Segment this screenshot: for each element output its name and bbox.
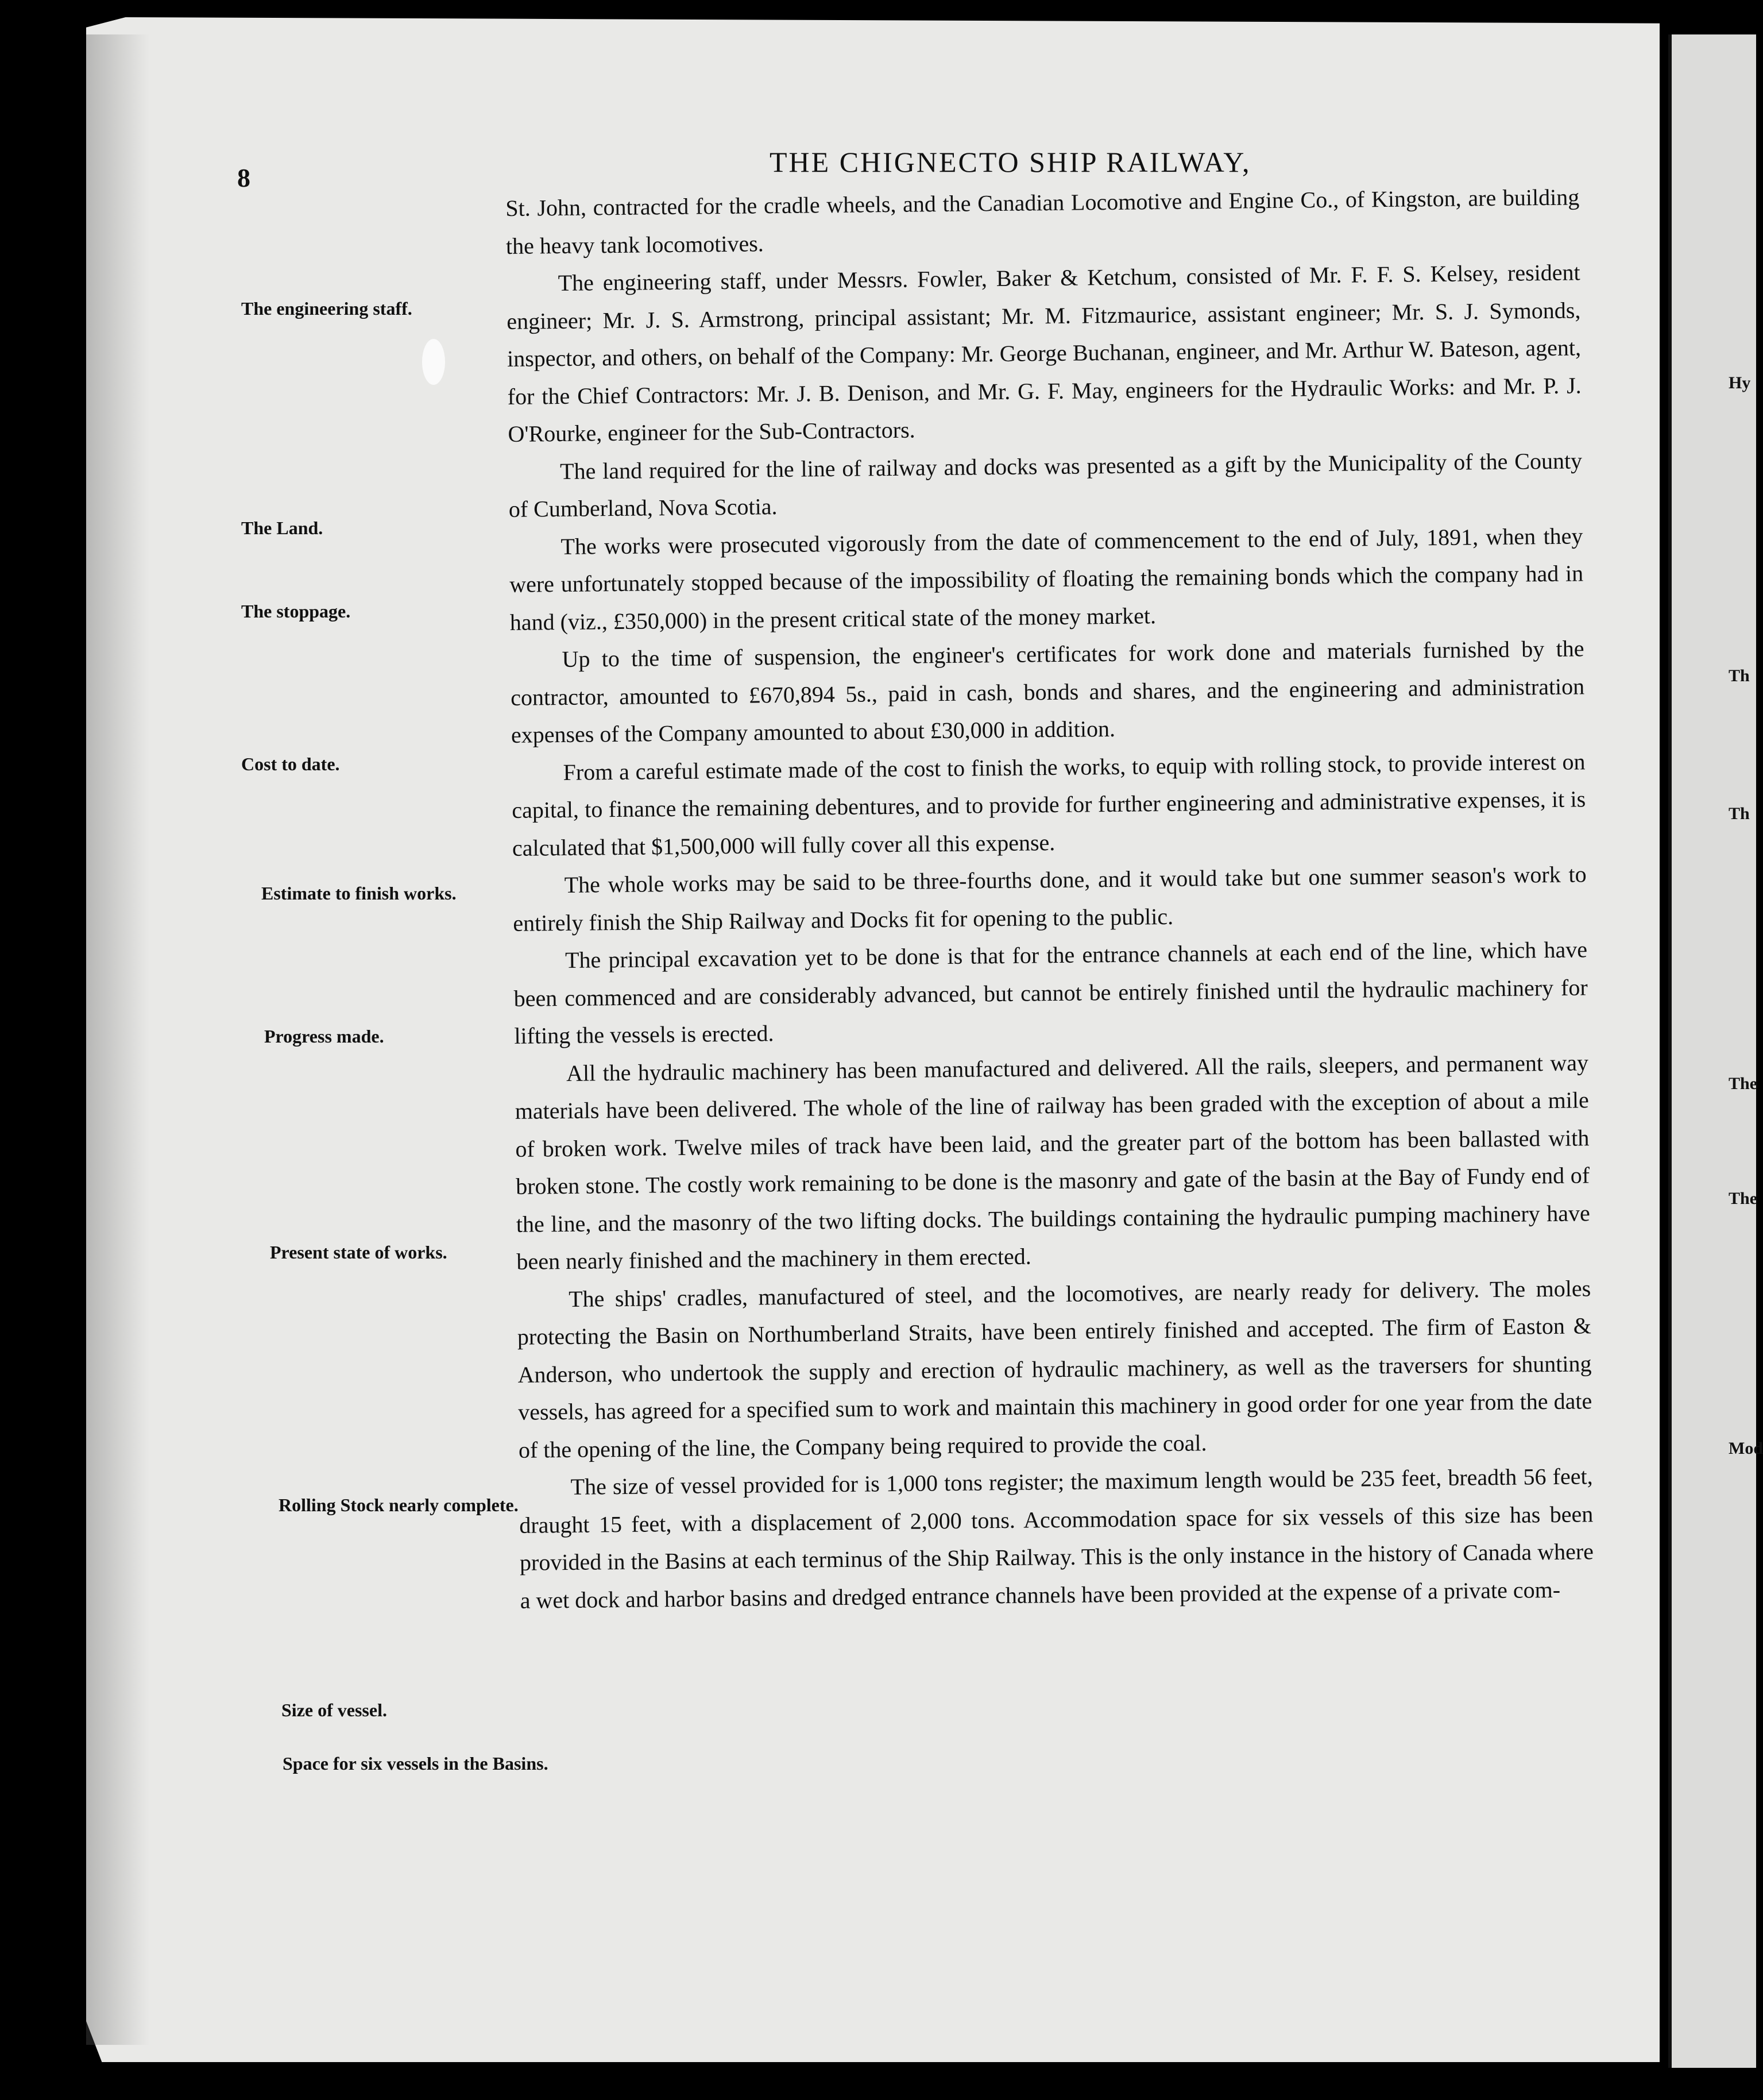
paragraph: All the hydraulic machinery has been manufactured and delivered. All the rails, sleepers, and permanent way materials have been delivered. The whole of the line of railway has been graded with the exception of about a mile of broken work. Twelve miles of track have been laid, and the greater part of the bottom has been ballasted with broken stone. The costly work remaining to be done is the masonry and gate of the basin at the Bay of Fundy end of the line, and the masonry of the two lifting docks. The buildings containing the hydraulic pumping machinery have been nearly finished and the machinery in them erected.: [515, 1049, 1590, 1275]
paragraph: From a careful estimate made of the cost to finish the works, to equip with rolling stock, to provide interest on capital, to finance the remaining debentures, and to provide for further engineering and administrative expenses, it is calculated that $1,500,000 will fully cover all this expense.: [512, 748, 1586, 861]
edge-fragment: The: [1729, 1074, 1758, 1093]
sidenote-estimate: Estimate to finish works.: [261, 883, 457, 904]
running-title: THE CHIGNECTO SHIP RAILWAY,: [770, 146, 1251, 178]
sidenote-stoppage: The stoppage.: [241, 601, 351, 621]
body-text: [505, 178, 1594, 1619]
sidenote-rolling-stock: Rolling Stock nearly complete.: [279, 1495, 519, 1515]
sidenote-cost-to-date: Cost to date.: [241, 754, 340, 774]
edge-fragment: The: [1729, 1189, 1758, 1208]
page-fold-shadow: [86, 34, 149, 2045]
edge-fragment: Hy: [1729, 373, 1751, 392]
paper-blemish: [422, 339, 445, 385]
edge-fragment: Th: [1729, 666, 1750, 685]
sidenote-space-for-vessels: Space for six vessels in the Basins.: [283, 1753, 548, 1774]
sidenote-present-state: Present state of works.: [270, 1242, 447, 1263]
paragraph: Up to the time of suspension, the engineer's certificates for work done and materials furnished by the contractor, amounted to £670,894 5s., paid in cash, bonds and shares, and the engineering and administration expenses of the Company amounted to about £30,000 in addition.: [511, 635, 1585, 748]
paragraph: The engineering staff, under Messrs. Fowler, Baker & Ketchum, consisted of Mr. F. F. S. Kelsey, resident engineer; Mr. J. S. Armstrong, principal assistant; Mr. M. Fitzmaurice, assistant engineer; Mr. S. J. Symonds, inspector, and others, on behalf of the Company: Mr. George Buchanan, engineer, and Mr. Arthur W. Bateson, agent, for the Chief Contractors: Mr. J. B. Denison, and Mr. G. F. May, engineers for the Hydraulic Works: and Mr. P. J. O'Rourke, engineer for the Sub-Contractors.: [507, 259, 1582, 447]
paragraph: The whole works may be said to be three-fourths done, and it would take but one summer season's work to entirely finish the Ship Railway and Docks fit for opening to the public.: [513, 861, 1587, 936]
sidenote-size-of-vessel: Size of vessel.: [281, 1700, 387, 1720]
paragraph: The works were prosecuted vigorously from the date of commencement to the end of July, 1891, when they were unfortunately stopped because of the impossibility of floating the remaining bonds which the company had in hand (viz., £350,000) in the present critical state of the money market.: [509, 522, 1584, 635]
paragraph: St. John, contracted for the cradle wheels, and the Canadian Locomotive and Engine Co., of Kingston, are building the heavy tank locomotives.: [505, 184, 1580, 259]
paragraph: The principal excavation yet to be done is that for the entrance channels at each end of the line, which have been commenced and are considerably advanced, but cannot be entirely finished until the hydraulic machinery for lifting the vessels is erected.: [513, 936, 1588, 1049]
paragraph: The size of vessel provided for is 1,000 tons register; the maximum length would be 235 feet, breadth 56 feet, draught 15 feet, with a displacement of 2,000 tons. Accommodation space for six vessels of this size has been provided in the Basins at each terminus of the Ship Railway. This is the only instance in the history of Canada where a wet dock and harbor basins and dredged entrance channels have been provided at the expense of a private com-: [519, 1463, 1594, 1613]
sidenote-progress: Progress made.: [264, 1026, 384, 1047]
page-number: 8: [237, 163, 250, 192]
adjacent-page-edge: [1668, 34, 1756, 2068]
paragraph: The land required for the line of railway and docks was presented as a gift by the Municipality of the County of Cumberland, Nova Scotia.: [508, 447, 1583, 522]
edge-fragment: Mod: [1729, 1439, 1763, 1458]
sidenote-engineering-staff: The engineering staff.: [241, 298, 412, 319]
edge-fragment: Th: [1729, 804, 1750, 823]
paragraph: The ships' cradles, manufactured of steel, and the locomotives, are nearly ready for delivery. The moles protecting the Basin on Northumberland Straits, have been entirely finished and accepted. The firm of Easton & Anderson, who undertook the supply and erection of hydraulic machinery, as well as the traversers for shunting vessels, has agreed for a specified sum to work and maintain this machinery in good order for one year from the date of the opening of the line, the Company being required to provide the coal.: [517, 1275, 1592, 1463]
sidenote-land: The Land.: [241, 518, 323, 538]
